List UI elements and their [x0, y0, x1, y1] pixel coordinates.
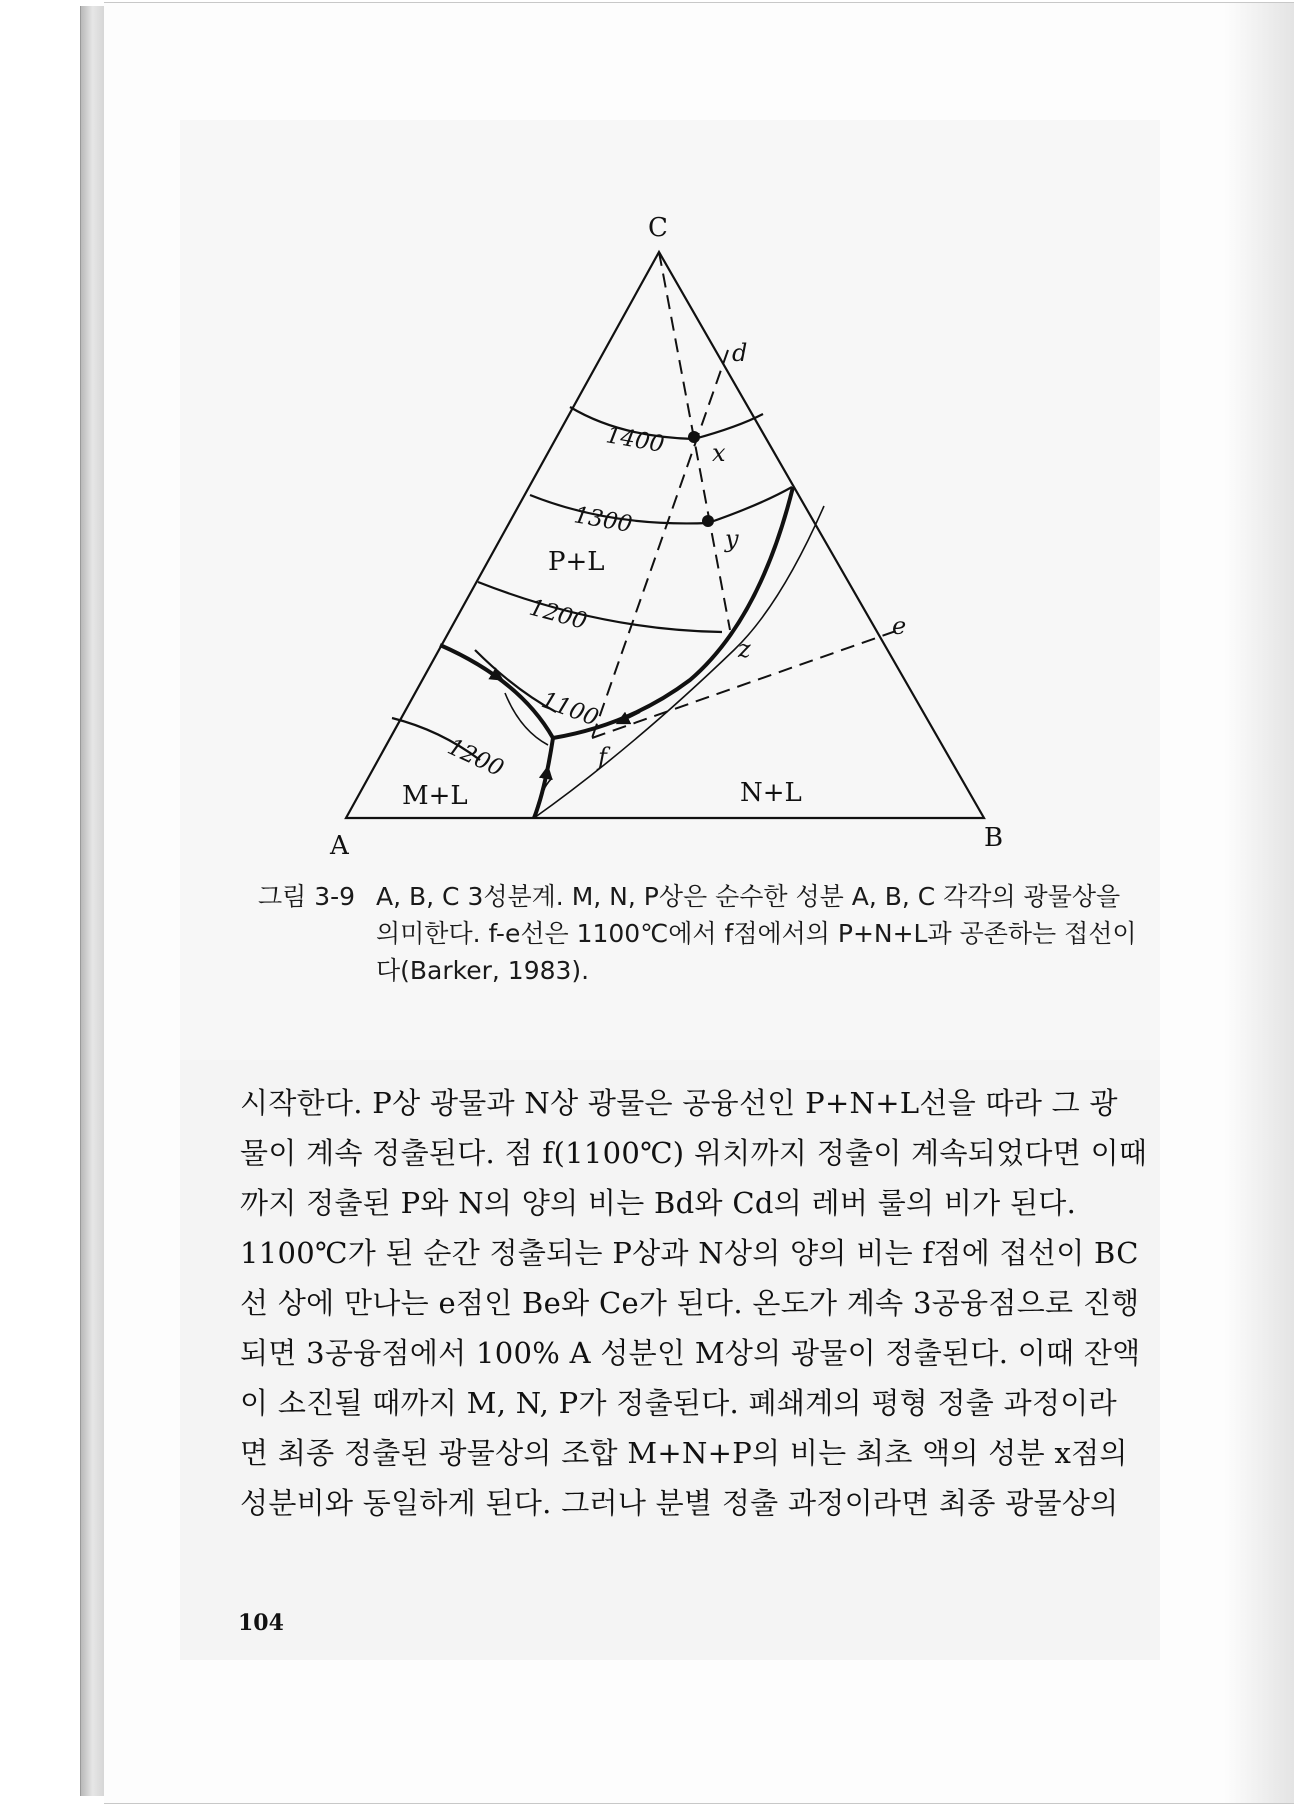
isotherm-1400 [570, 407, 763, 439]
point-x-marker [688, 431, 700, 443]
field-label-m-l: M+L [402, 781, 468, 811]
body-paragraph [240, 1078, 1152, 1528]
isotherm-label-1300: 1300 [571, 502, 635, 539]
field-label-p-l: P+L [548, 547, 605, 577]
body-line: 1100℃가 된 순간 정출되는 P상과 N상의 양의 비는 f점에 접선이 BC [240, 1236, 1139, 1270]
cotectic-m-p [440, 645, 553, 738]
page-number: 104 [238, 1610, 284, 1636]
point-label-f: f [598, 743, 607, 771]
body-line: 선 상에 만나는 e점인 Be와 Ce가 된다. 온도가 계속 3공융점으로 진행 [240, 1286, 1140, 1320]
body-line: 면 최종 정출된 광물상의 조합 M+N+P의 비는 최초 액의 성분 x점의 [240, 1436, 1128, 1470]
figure-number: 그림 3-9 [258, 882, 356, 911]
point-y-marker [702, 515, 714, 527]
body-line: 시작한다. P상 광물과 N상 광물은 공융선인 P+N+L선을 따라 그 광 [240, 1086, 1118, 1120]
vertex-label-b: B [984, 823, 1004, 853]
body-line: 이 소진될 때까지 M, N, P가 정출된다. 폐쇄계의 평형 정출 과정이라 [240, 1386, 1117, 1420]
body-line: 성분비와 동일하게 된다. 그러나 분별 정출 과정이라면 최종 광물상의 [240, 1486, 1119, 1520]
isotherm-label-1200-lower: 1200 [443, 733, 508, 783]
isotherm-1200-upper [478, 582, 722, 632]
body-line: 물이 계속 정출된다. 점 f(1100℃) 위치까지 정출이 계속되었다면 이때 [240, 1136, 1148, 1170]
isotherm-1300 [530, 487, 792, 523]
caption-line: 의미한다. f-e선은 1100℃에서 f점에서의 P+N+L과 공존하는 접선이 [376, 919, 1137, 948]
body-line: 되면 3공융점에서 100% A 성분인 M상의 광물이 정출된다. 이때 잔액 [240, 1336, 1141, 1370]
caption-line: 다(Barker, 1983). [376, 956, 590, 985]
caption-line: A, B, C 3성분계. M, N, P상은 순수한 성분 A, B, C 각각의 광물상을 [376, 882, 1121, 911]
point-label-e: e [892, 612, 907, 640]
point-label-d: d [732, 339, 748, 367]
vertex-label-c: C [648, 213, 668, 243]
isotherm-label-1400: 1400 [603, 422, 667, 459]
point-label-y: y [725, 525, 739, 553]
field-label-n-l: N+L [740, 778, 802, 808]
isotherm-label-1200-upper: 1200 [526, 594, 590, 635]
isotherm-label-1100: 1100 [537, 687, 602, 732]
point-label-z: z [738, 635, 751, 663]
dashed-line-d-f [592, 350, 728, 738]
vertex-label-a: A [330, 831, 349, 861]
triangle-outline [346, 252, 984, 818]
point-label-x: x [712, 439, 726, 467]
body-line: 까지 정출된 P와 N의 양의 비는 Bd와 Cd의 레버 룰의 비가 된다. [240, 1186, 1077, 1220]
